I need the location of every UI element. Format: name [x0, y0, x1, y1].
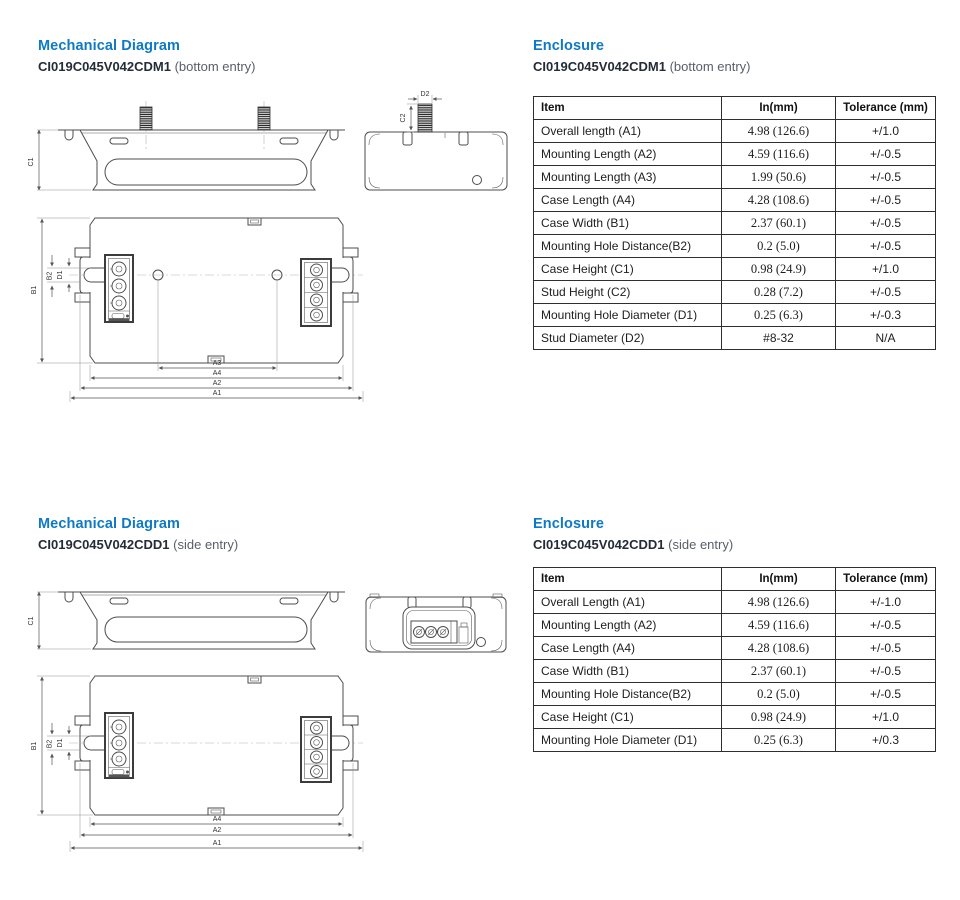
tolerance-cell: N/A [836, 327, 936, 350]
tolerance-cell: +/-0.5 [836, 143, 936, 166]
value-cell: 4.98 (126.6) [722, 591, 836, 614]
dim-label-c1: C1 [28, 616, 35, 626]
item-cell: Stud Height (C2) [534, 281, 722, 304]
model-code: CI019C045V042CDM1 [38, 59, 171, 74]
dim-label-a3: A3 [212, 360, 222, 367]
diagram-model-1 [38, 59, 256, 74]
enclosure-model-2 [533, 537, 733, 552]
table-row [534, 729, 936, 752]
table-row [534, 258, 936, 281]
table-row [534, 660, 936, 683]
output-terminal-block [301, 259, 331, 326]
item-cell: Mounting Hole Distance(B2) [534, 235, 722, 258]
side-view [28, 592, 345, 649]
item-cell: Overall Length (A1) [534, 591, 722, 614]
table-row [534, 637, 936, 660]
input-terminal-block [105, 713, 133, 778]
dim-label-d1: D1 [57, 270, 64, 280]
tolerance-cell: +/-0.5 [836, 189, 936, 212]
column-tolerance: Tolerance (mm) [836, 97, 936, 120]
tolerance-cell: +/1.0 [836, 706, 936, 729]
model-variant: (side entry) [668, 537, 734, 552]
enclosure-spec-table-2 [533, 567, 936, 752]
case-hole [473, 176, 482, 185]
model-code: CI019C045V042CDD1 [38, 537, 170, 552]
model-variant: (bottom entry) [669, 59, 751, 74]
table-header-row [534, 97, 936, 120]
tolerance-cell: +/-0.5 [836, 166, 936, 189]
enclosure-heading-2: Enclosure [533, 516, 605, 532]
column-in-mm: In(mm) [722, 97, 836, 120]
value-cell: 0.28 (7.2) [722, 281, 836, 304]
table-row [534, 281, 936, 304]
value-cell: 4.28 (108.6) [722, 189, 836, 212]
dim-label-a2: A2 [212, 827, 222, 834]
value-cell: 4.98 (126.6) [722, 120, 836, 143]
value-cell: 0.98 (24.9) [722, 706, 836, 729]
mounting-stud [140, 107, 152, 130]
value-cell: 4.28 (108.6) [722, 637, 836, 660]
column-item: Item [534, 568, 722, 591]
tolerance-cell: +/-0.5 [836, 637, 936, 660]
value-cell: #8-32 [722, 327, 836, 350]
enclosure-spec-table-1 [533, 96, 936, 350]
tolerance-cell: +/1.0 [836, 258, 936, 281]
case-hole [477, 638, 486, 647]
dim-label-d1: D1 [57, 738, 64, 748]
dim-label-a4: A4 [212, 370, 222, 377]
value-cell: 0.98 (24.9) [722, 258, 836, 281]
dim-label-b1: B1 [31, 285, 38, 295]
mechanical-diagram-heading-1: Mechanical Diagram [38, 38, 181, 54]
value-cell: 1.99 (50.6) [722, 166, 836, 189]
dim-label-b2: B2 [46, 739, 54, 749]
item-cell: Stud Diameter (D2) [534, 327, 722, 350]
tolerance-cell: +/-0.3 [836, 304, 936, 327]
dim-label-a1: A1 [212, 390, 222, 397]
tolerance-cell: +/-0.5 [836, 614, 936, 637]
dim-label-a4: A4 [212, 816, 222, 823]
table-row [534, 683, 936, 706]
dim-label-c2: C2 [400, 113, 407, 123]
item-cell: Mounting Length (A2) [534, 143, 722, 166]
table-row [534, 212, 936, 235]
model-code: CI019C045V042CDM1 [533, 59, 666, 74]
mechanical-diagram-heading-2: Mechanical Diagram [38, 516, 181, 532]
table-row [534, 591, 936, 614]
tolerance-cell: +/0.3 [836, 729, 936, 752]
side-entry-connector [403, 607, 475, 649]
item-cell: Case Length (A4) [534, 637, 722, 660]
value-cell: 4.59 (116.6) [722, 143, 836, 166]
table-row [534, 166, 936, 189]
dim-label-c1: C1 [28, 157, 35, 167]
item-cell: Case Height (C1) [534, 258, 722, 281]
item-cell: Mounting Hole Diameter (D1) [534, 304, 722, 327]
end-view [366, 594, 506, 652]
tolerance-cell: +/-0.5 [836, 683, 936, 706]
table-row [534, 304, 936, 327]
tolerance-cell: +/-0.5 [836, 235, 936, 258]
side-view [28, 101, 345, 190]
model-variant: (bottom entry) [174, 59, 256, 74]
dim-label-d2: D2 [420, 91, 430, 98]
mechanical-diagram-bottom-entry [25, 85, 525, 415]
tolerance-cell: +/-0.5 [836, 281, 936, 304]
table-row [534, 235, 936, 258]
model-variant: (side entry) [173, 537, 239, 552]
tolerance-cell: +/1.0 [836, 120, 936, 143]
table-header-row [534, 568, 936, 591]
table-row [534, 706, 936, 729]
enclosure-heading-1: Enclosure [533, 38, 605, 54]
bottom-view [31, 676, 363, 852]
item-cell: Mounting Length (A2) [534, 614, 722, 637]
value-cell: 0.25 (6.3) [722, 304, 836, 327]
value-cell: 2.37 (60.1) [722, 212, 836, 235]
column-in-mm: In(mm) [722, 568, 836, 591]
output-terminal-block [301, 717, 331, 782]
diagram-model-2 [38, 537, 238, 552]
enclosure-model-1 [533, 59, 751, 74]
item-cell: Case Width (B1) [534, 660, 722, 683]
table-row [534, 189, 936, 212]
item-cell: Case Length (A4) [534, 189, 722, 212]
mounting-stud [258, 107, 270, 130]
value-cell: 0.2 (5.0) [722, 683, 836, 706]
item-cell: Case Height (C1) [534, 706, 722, 729]
table-row [534, 120, 936, 143]
item-cell: Case Width (B1) [534, 212, 722, 235]
value-cell: 4.59 (116.6) [722, 614, 836, 637]
end-view [365, 91, 507, 190]
dim-label-a2: A2 [212, 380, 222, 387]
table-row [534, 143, 936, 166]
value-cell: 0.2 (5.0) [722, 235, 836, 258]
mounting-stud [418, 104, 432, 132]
item-cell: Mounting Length (A3) [534, 166, 722, 189]
value-cell: 0.25 (6.3) [722, 729, 836, 752]
column-item: Item [534, 97, 722, 120]
item-cell: Mounting Hole Diameter (D1) [534, 729, 722, 752]
table-row [534, 614, 936, 637]
tolerance-cell: +/-0.5 [836, 212, 936, 235]
model-code: CI019C045V042CDD1 [533, 537, 665, 552]
item-cell: Overall length (A1) [534, 120, 722, 143]
mechanical-diagram-side-entry [25, 565, 525, 895]
tolerance-cell: +/-0.5 [836, 660, 936, 683]
column-tolerance: Tolerance (mm) [836, 568, 936, 591]
dim-label-a1: A1 [212, 840, 222, 847]
value-cell: 2.37 (60.1) [722, 660, 836, 683]
dim-label-b1: B1 [31, 741, 38, 751]
dim-label-b2: B2 [46, 271, 54, 281]
item-cell: Mounting Hole Distance(B2) [534, 683, 722, 706]
input-terminal-block [105, 255, 133, 322]
bottom-view [31, 218, 363, 402]
tolerance-cell: +/-1.0 [836, 591, 936, 614]
table-row [534, 327, 936, 350]
